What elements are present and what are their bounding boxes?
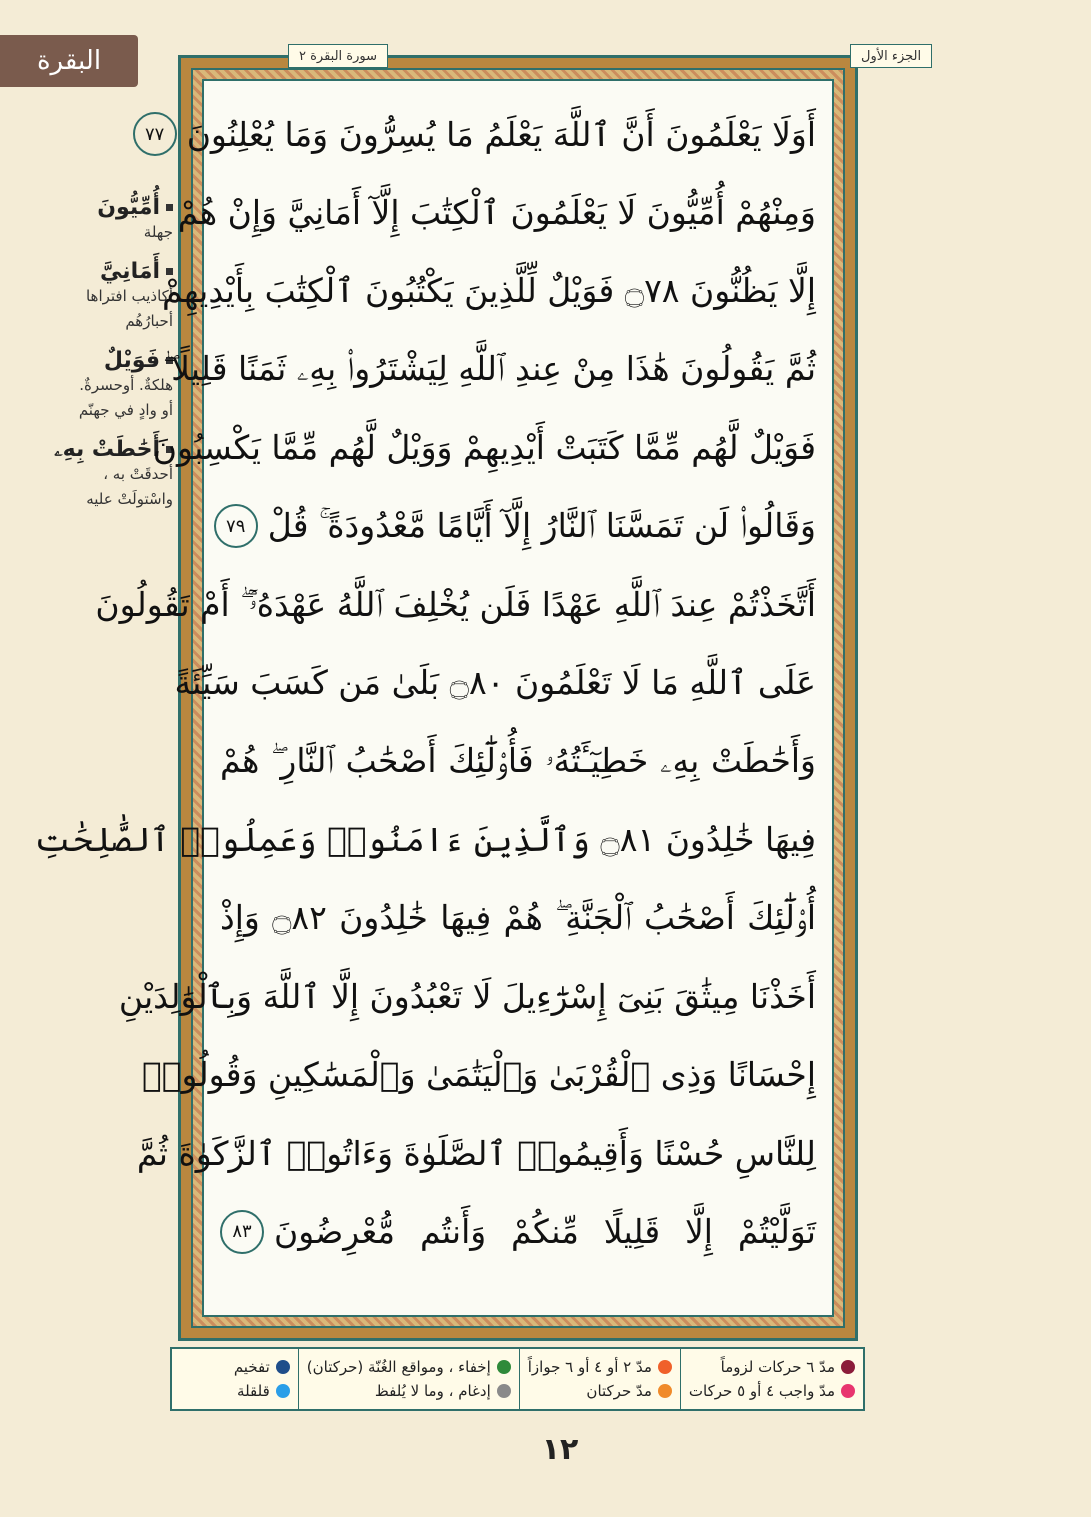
- legend-label: إدغام ، وما لا يُلفظ: [374, 1382, 491, 1400]
- verse-line: [220, 487, 816, 565]
- verse-text: أَتَّخَذْتُمْ عِندَ ٱللَّهِ عَهْدًا فَلَن يُخْلِفَ ٱللَّهُ عَهْدَهُۥٓ ۖ أَمْ تَقُولُونَ: [95, 584, 816, 624]
- verse-end-marker: ٧٧: [133, 112, 177, 156]
- legend-item: [307, 1382, 511, 1400]
- legend-item: [234, 1358, 290, 1376]
- legend-item: [528, 1358, 672, 1376]
- legend-item: [234, 1382, 290, 1400]
- legend-item: [689, 1358, 855, 1376]
- verse-text: فِيهَا خَٰلِدُونَ ۝٨١ وَٱلَّذِينَ ءَامَنُوا۟ وَعَمِلُوا۟ ٱلصَّٰلِحَٰتِ: [34, 820, 816, 860]
- verse-line: [34, 801, 816, 879]
- verse-text: فَوَيْلٌ لَّهُم مِّمَّا كَتَبَتْ أَيْدِيهِمْ وَوَيْلٌ لَّهُم مِّمَّا يَكْسِبُونَ: [152, 428, 816, 468]
- glossary-definition: أحدقَتْ به ،: [103, 465, 173, 483]
- bullet-icon: [166, 204, 173, 211]
- glossary-entry: [18, 437, 173, 512]
- legend-label: مدّ حركتان: [586, 1382, 652, 1400]
- color-dot-icon: [276, 1384, 290, 1398]
- legend-item: [689, 1382, 855, 1400]
- verse-line: [220, 879, 816, 957]
- legend-label: قلقلة: [237, 1382, 270, 1400]
- color-dot-icon: [276, 1360, 290, 1374]
- legend-label: تفخيم: [233, 1358, 270, 1376]
- legend-column: [298, 1349, 519, 1409]
- legend-item: [528, 1382, 672, 1400]
- verse-text: أَخَذْنَا مِيثَٰقَ بَنِىٓ إِسْرَٰٓءِيلَ لَا تَعْبُدُونَ إِلَّا ٱللَّهَ وَبِٱلْوَٰلِدَيْنِ: [118, 976, 816, 1016]
- tajweed-legend: [170, 1347, 865, 1411]
- glossary-definition: واسْتولَتْ عليه: [86, 490, 173, 508]
- verse-text: وَقَالُوا۟ لَن تَمَسَّنَا ٱلنَّارُ إِلَّآ أَيَّامًا مَّعْدُودَةً ۚ قُلْ: [267, 506, 816, 546]
- glossary-definition: أو وادٍ في جهنّم: [78, 401, 173, 419]
- color-dot-icon: [841, 1360, 855, 1374]
- juz-header: الجزء الأول: [850, 44, 932, 68]
- verse-text: أَوَلَا يَعْلَمُونَ أَنَّ ٱللَّهَ يَعْلَمُ مَا يُسِرُّونَ وَمَا يُعْلِنُونَ: [186, 114, 816, 154]
- verse-end-marker: ٨٣: [220, 1210, 264, 1254]
- verse-line: [174, 644, 816, 722]
- surah-tab[interactable]: البقرة: [0, 35, 138, 87]
- verse-line: [145, 95, 816, 173]
- legend-column: [519, 1349, 680, 1409]
- glossary-entry: [18, 348, 173, 423]
- glossary-entry: [18, 259, 173, 334]
- glossary-word: أُمِّيُّونَ: [18, 195, 173, 220]
- color-dot-icon: [497, 1360, 511, 1374]
- verse-text: أُو۟لَٰٓئِكَ أَصْحَٰبُ ٱلْجَنَّةِ ۖ هُمْ فِيهَا خَٰلِدُونَ ۝٨٢ وَإِذْ: [220, 898, 816, 938]
- verse-text: وَمِنْهُمْ أُمِّيُّونَ لَا يَعْلَمُونَ ٱلْكِتَٰبَ إِلَّآ أَمَانِيَّ وَإِنْ هُمْ: [177, 193, 816, 233]
- verse-line: [161, 252, 816, 330]
- glossary: [18, 195, 173, 526]
- glossary-entry: [18, 195, 173, 245]
- verse-line: [177, 173, 816, 251]
- legend-item: [307, 1358, 511, 1376]
- legend-label: مدّ ٢ أو ٤ أو ٦ جوازاً: [527, 1358, 652, 1376]
- legend-label: مدّ واجب ٤ أو ٥ حركات: [688, 1382, 835, 1400]
- legend-column: [226, 1349, 298, 1409]
- legend-column: [680, 1349, 863, 1409]
- verse-line: [162, 330, 816, 408]
- verse-text: إِلَّا يَظُنُّونَ ۝٧٨ فَوَيْلٌ لِّلَّذِينَ يَكْتُبُونَ ٱلْكِتَٰبَ بِأَيْدِيهِمْ: [161, 271, 816, 311]
- surah-header: سورة البقرة ٢: [288, 44, 388, 68]
- page-number: ١٢: [541, 1432, 579, 1467]
- glossary-word: أَمَانِيَّ: [18, 259, 173, 284]
- verse-end-marker: ٧٩: [214, 504, 258, 548]
- verse-text: تَوَلَّيْتُمْ إِلَّا قَلِيلًا مِّنكُمْ وَأَنتُم مُّعْرِضُونَ: [274, 1212, 816, 1252]
- glossary-word: أَحَٰطَتْ بِهِۦ: [18, 437, 173, 462]
- color-dot-icon: [658, 1384, 672, 1398]
- verse-line: [220, 722, 816, 800]
- verse-text: عَلَى ٱللَّهِ مَا لَا تَعْلَمُونَ ۝٨٠ بَلَىٰ مَن كَسَبَ سَيِّئَةً: [174, 663, 816, 703]
- color-dot-icon: [841, 1384, 855, 1398]
- verse-text: وَأَحَٰطَتْ بِهِۦ خَطِيٓـَٔتُهُۥ فَأُو۟لَٰٓئِكَ أَصْحَٰبُ ٱلنَّارِ ۖ هُمْ: [220, 741, 816, 781]
- glossary-definition: أكاذيب افتراها: [85, 287, 173, 305]
- color-dot-icon: [658, 1360, 672, 1374]
- verse-line: [136, 1114, 816, 1192]
- glossary-word: فَوَيْلٌ: [18, 348, 173, 373]
- verse-text: لِلنَّاسِ حُسْنًا وَأَقِيمُوا۟ ٱلصَّلَوٰةَ وَءَاتُوا۟ ٱلزَّكَوٰةَ ثُمَّ: [136, 1133, 816, 1173]
- verse-line: [152, 409, 816, 487]
- verse-text: ثُمَّ يَقُولُونَ هَٰذَا مِنْ عِندِ ٱللَّهِ لِيَشْتَرُوا۟ بِهِۦ ثَمَنًا قَلِيلًا ۖ: [162, 349, 816, 389]
- verse-line: [95, 565, 816, 643]
- verse-text: إِحْسَانًا وَذِى ٱلْقُرْبَىٰ وَٱلْيَتَٰمَىٰ وَٱلْمَسَٰكِينِ وَقُولُوا۟: [141, 1055, 816, 1095]
- legend-label: مدّ ٦ حركات لزوماً: [720, 1358, 835, 1376]
- glossary-definition: هلكةٌ. أوحسرةٌ.: [79, 376, 173, 394]
- verse-line: [118, 957, 816, 1035]
- color-dot-icon: [497, 1384, 511, 1398]
- glossary-definition: جهلة: [143, 223, 173, 241]
- verse-line: [220, 1192, 816, 1270]
- glossary-definition: أحبارُهُم: [125, 312, 173, 330]
- legend-label: إخفاء ، ومواقع الغُنّة (حركتان): [306, 1358, 491, 1376]
- verse-line: [141, 1036, 816, 1114]
